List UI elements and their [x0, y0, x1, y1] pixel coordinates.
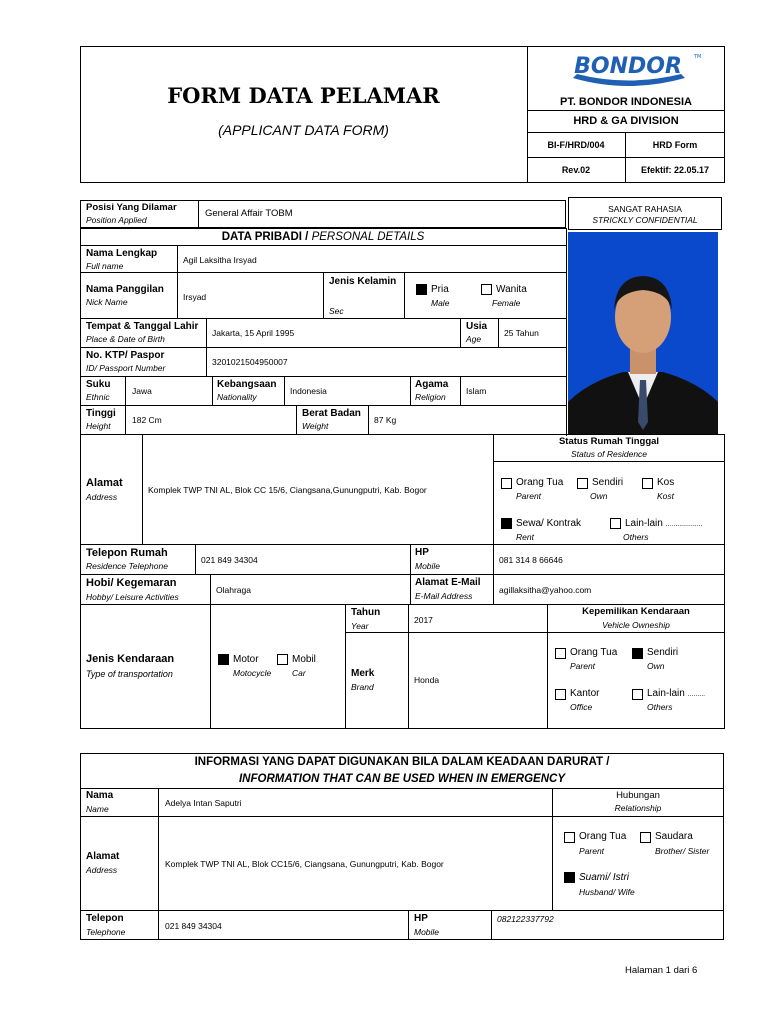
- residence-sub: Status of Residence: [570, 449, 648, 459]
- emergency-mobile-label: HP: [414, 913, 428, 924]
- full-name-label: Nama Lengkap: [86, 248, 158, 259]
- own-self-checkbox[interactable]: [632, 648, 643, 659]
- own-parent-sub: Parent: [570, 661, 596, 671]
- personal-section-title: DATA PRIBADI / PERSONAL DETAILS: [221, 231, 425, 243]
- confidential-sub: STRICKLY CONFIDENTIAL: [592, 215, 698, 225]
- company-name: PT. BONDOR INDONESIA: [559, 96, 692, 108]
- email-sub: E-Mail Address: [415, 591, 473, 601]
- birth-value: Jakarta, 15 April 1995: [212, 328, 295, 338]
- residence-others-label: Lain-lain ...................: [625, 518, 703, 529]
- year-value: 2017: [414, 615, 433, 625]
- vehicle-label: Jenis Kendaraan: [86, 653, 175, 665]
- age-sub: Age: [466, 334, 482, 344]
- applicant-photo: [568, 232, 718, 434]
- emergency-mobile-sub: Mobile: [414, 927, 440, 937]
- svg-text:TM: TM: [694, 54, 702, 60]
- residence-kost-checkbox[interactable]: [642, 478, 653, 489]
- ethnic-value: Jawa: [132, 386, 152, 396]
- brand-sub: Brand: [351, 682, 374, 692]
- mobile-label: HP: [415, 547, 429, 558]
- full-name-sub: Full name: [86, 261, 124, 271]
- emergency-name-value: Adelya Intan Saputri: [165, 798, 242, 808]
- relation-sibling-checkbox[interactable]: [640, 832, 651, 843]
- mobile-value: 081 314 8 66646: [499, 555, 563, 565]
- residence-others-sub: Others: [623, 532, 649, 542]
- motor-sub: Motocycle: [233, 668, 272, 678]
- emergency-address-sub: Address: [86, 865, 118, 875]
- vehicle-sub: Type of transportation: [86, 669, 173, 679]
- relation-sibling-label: Saudara: [655, 831, 693, 842]
- residence-rent-sub: Rent: [516, 532, 534, 542]
- residence-rent-label: Sewa/ Kontrak: [516, 518, 582, 529]
- emergency-name-sub: Name: [86, 804, 109, 814]
- brand-label: Merk: [351, 668, 375, 679]
- religion-value: Islam: [466, 386, 487, 396]
- own-office-checkbox[interactable]: [555, 689, 566, 700]
- form-subtitle: (APPLICANT DATA FORM): [218, 122, 389, 138]
- own-parent-label: Orang Tua: [570, 647, 618, 658]
- height-sub: Height: [86, 421, 111, 431]
- residence-label: Status Rumah Tinggal: [558, 436, 660, 447]
- relationship-sub: Relationship: [614, 803, 662, 813]
- relation-sibling-sub: Brother/ Sister: [655, 846, 710, 856]
- hobby-value: Olahraga: [216, 585, 251, 595]
- own-others-sub: Others: [647, 702, 673, 712]
- nick-name-value: Irsyad: [183, 292, 207, 302]
- email-label: Alamat E-Mail: [415, 577, 481, 588]
- male-checkbox[interactable]: [416, 284, 427, 295]
- motor-label: Motor: [233, 654, 259, 665]
- hobby-sub: Hobby/ Leisure Activities: [86, 592, 179, 602]
- residence-own-label: Sendiri: [592, 477, 624, 488]
- own-others-label: Lain-lain .........: [647, 688, 706, 699]
- relation-parent-sub: Parent: [579, 846, 605, 856]
- residence-kost-sub: Kost: [657, 491, 675, 501]
- ktp-sub: ID/ Passport Number: [86, 363, 166, 373]
- relation-spouse-label: Suami/ Istri: [579, 872, 630, 883]
- relation-spouse-sub: Husband/ Wife: [579, 887, 635, 897]
- own-office-label: Kantor: [570, 688, 600, 699]
- birth-sub: Place & Date of Birth: [86, 334, 165, 344]
- confidential-label: SANGAT RAHASIA: [608, 204, 682, 214]
- division-name: HRD & GA DIVISION: [573, 115, 679, 127]
- email-value: agillaksitha@yahoo.com: [499, 585, 592, 595]
- emergency-name-label: Nama: [86, 790, 114, 801]
- own-office-sub: Office: [570, 702, 593, 712]
- full-name-value: Agil Laksitha Irsyad: [183, 255, 257, 265]
- form-type: HRD Form: [652, 140, 698, 150]
- doc-code: BI-F/HRD/004: [547, 140, 605, 150]
- hobby-label: Hobi/ Kegemaran: [86, 577, 177, 589]
- emergency-address-label: Alamat: [86, 851, 120, 862]
- residence-rent-checkbox[interactable]: [501, 518, 512, 529]
- weight-sub: Weight: [302, 421, 329, 431]
- revision: Rev.02: [561, 165, 591, 175]
- ktp-label: No. KTP/ Paspor: [86, 350, 165, 361]
- height-label: Tinggi: [86, 408, 116, 419]
- nick-name-label: Nama Panggilan: [86, 284, 164, 295]
- own-parent-checkbox[interactable]: [555, 648, 566, 659]
- address-sub: Address: [86, 492, 118, 502]
- emergency-phone-sub: Telephone: [86, 927, 126, 937]
- ethnic-sub: Ethnic: [86, 392, 110, 402]
- age-value: 25 Tahun: [504, 328, 539, 338]
- female-checkbox[interactable]: [481, 284, 492, 295]
- car-checkbox[interactable]: [277, 654, 288, 665]
- nationality-label: Kebangsaan: [217, 379, 277, 390]
- relation-parent-checkbox[interactable]: [564, 832, 575, 843]
- home-phone-label: Telepon Rumah: [86, 547, 168, 559]
- birth-label: Tempat & Tanggal Lahir: [86, 321, 199, 332]
- relation-parent-label: Orang Tua: [579, 831, 627, 842]
- address-value: Komplek TWP TNI AL, Blok CC 15/6, Ciangsana,Gunungputri, Kab. Bogor: [148, 485, 427, 495]
- emergency-mobile-value: 082122337792: [497, 914, 554, 924]
- emergency-title-en: INFORMATION THAT CAN BE USED WHEN IN EMERGENCY: [238, 773, 566, 785]
- male-label: Pria: [431, 284, 449, 295]
- ownership-sub: Vehicle Owneship: [602, 620, 670, 630]
- residence-own-sub: Own: [590, 491, 608, 501]
- male-sub: Male: [431, 298, 450, 308]
- relation-spouse-checkbox[interactable]: [564, 872, 575, 883]
- year-label: Tahun: [351, 607, 381, 618]
- bondor-logo: [553, 50, 703, 90]
- female-sub: Female: [492, 298, 521, 308]
- brand-value: Honda: [414, 675, 440, 685]
- religion-sub: Religion: [415, 392, 446, 402]
- home-phone-sub: Residence Telephone: [86, 561, 168, 571]
- own-self-label: Sendiri: [647, 647, 679, 658]
- home-phone-value: 021 849 34304: [201, 555, 258, 565]
- effective-date: Efektif: 22.05.17: [640, 165, 710, 175]
- height-value: 182 Cm: [132, 415, 162, 425]
- motor-checkbox[interactable]: [218, 654, 229, 665]
- position-value: General Affair TOBM: [205, 208, 293, 219]
- page-number: Halaman 1 dari 6: [625, 965, 698, 976]
- relationship-label: Hubungan: [616, 790, 660, 801]
- residence-others-checkbox[interactable]: [610, 518, 621, 529]
- position-label: Posisi Yang Dilamar: [86, 202, 177, 213]
- residence-own-checkbox[interactable]: [577, 478, 588, 489]
- ownership-label: Kepemilikan Kendaraan: [582, 606, 690, 617]
- residence-kost-label: Kos: [657, 477, 675, 488]
- car-sub: Car: [292, 668, 306, 678]
- emergency-phone-value: 021 849 34304: [165, 921, 222, 931]
- position-sub: Position Applied: [86, 215, 147, 225]
- address-label: Alamat: [86, 477, 123, 489]
- sex-sub: Sec: [329, 306, 344, 316]
- svg-text:BONDOR: BONDOR: [574, 54, 682, 79]
- own-self-sub: Own: [647, 661, 665, 671]
- emergency-title: INFORMASI YANG DAPAT DIGUNAKAN BILA DALAM KEADAAN DARURAT /: [194, 756, 610, 768]
- ktp-value: 3201021504950007: [212, 357, 288, 367]
- female-label: Wanita: [496, 284, 527, 295]
- residence-parent-label: Orang Tua: [516, 477, 564, 488]
- residence-parent-checkbox[interactable]: [501, 478, 512, 489]
- emergency-phone-label: Telepon: [86, 913, 124, 924]
- sex-label: Jenis Kelamin: [329, 276, 397, 287]
- weight-value: 87 Kg: [374, 415, 397, 425]
- residence-parent-sub: Parent: [516, 491, 542, 501]
- religion-label: Agama: [415, 379, 449, 390]
- nationality-value: Indonesia: [290, 386, 327, 396]
- ethnic-label: Suku: [86, 379, 111, 390]
- emergency-address-value: Komplek TWP TNI AL, Blok CC15/6, Ciangsana, Gunungputri, Kab. Bogor: [165, 859, 444, 869]
- nationality-sub: Nationality: [217, 392, 257, 402]
- mobile-sub: Mobile: [415, 561, 441, 571]
- nick-name-sub: Nick Name: [86, 297, 128, 307]
- year-sub: Year: [351, 621, 369, 631]
- car-label: Mobil: [292, 654, 316, 665]
- age-label: Usia: [466, 321, 488, 332]
- own-others-checkbox[interactable]: [632, 689, 643, 700]
- form-title: FORM DATA PELAMAR: [167, 83, 440, 108]
- weight-label: Berat Badan: [302, 408, 361, 419]
